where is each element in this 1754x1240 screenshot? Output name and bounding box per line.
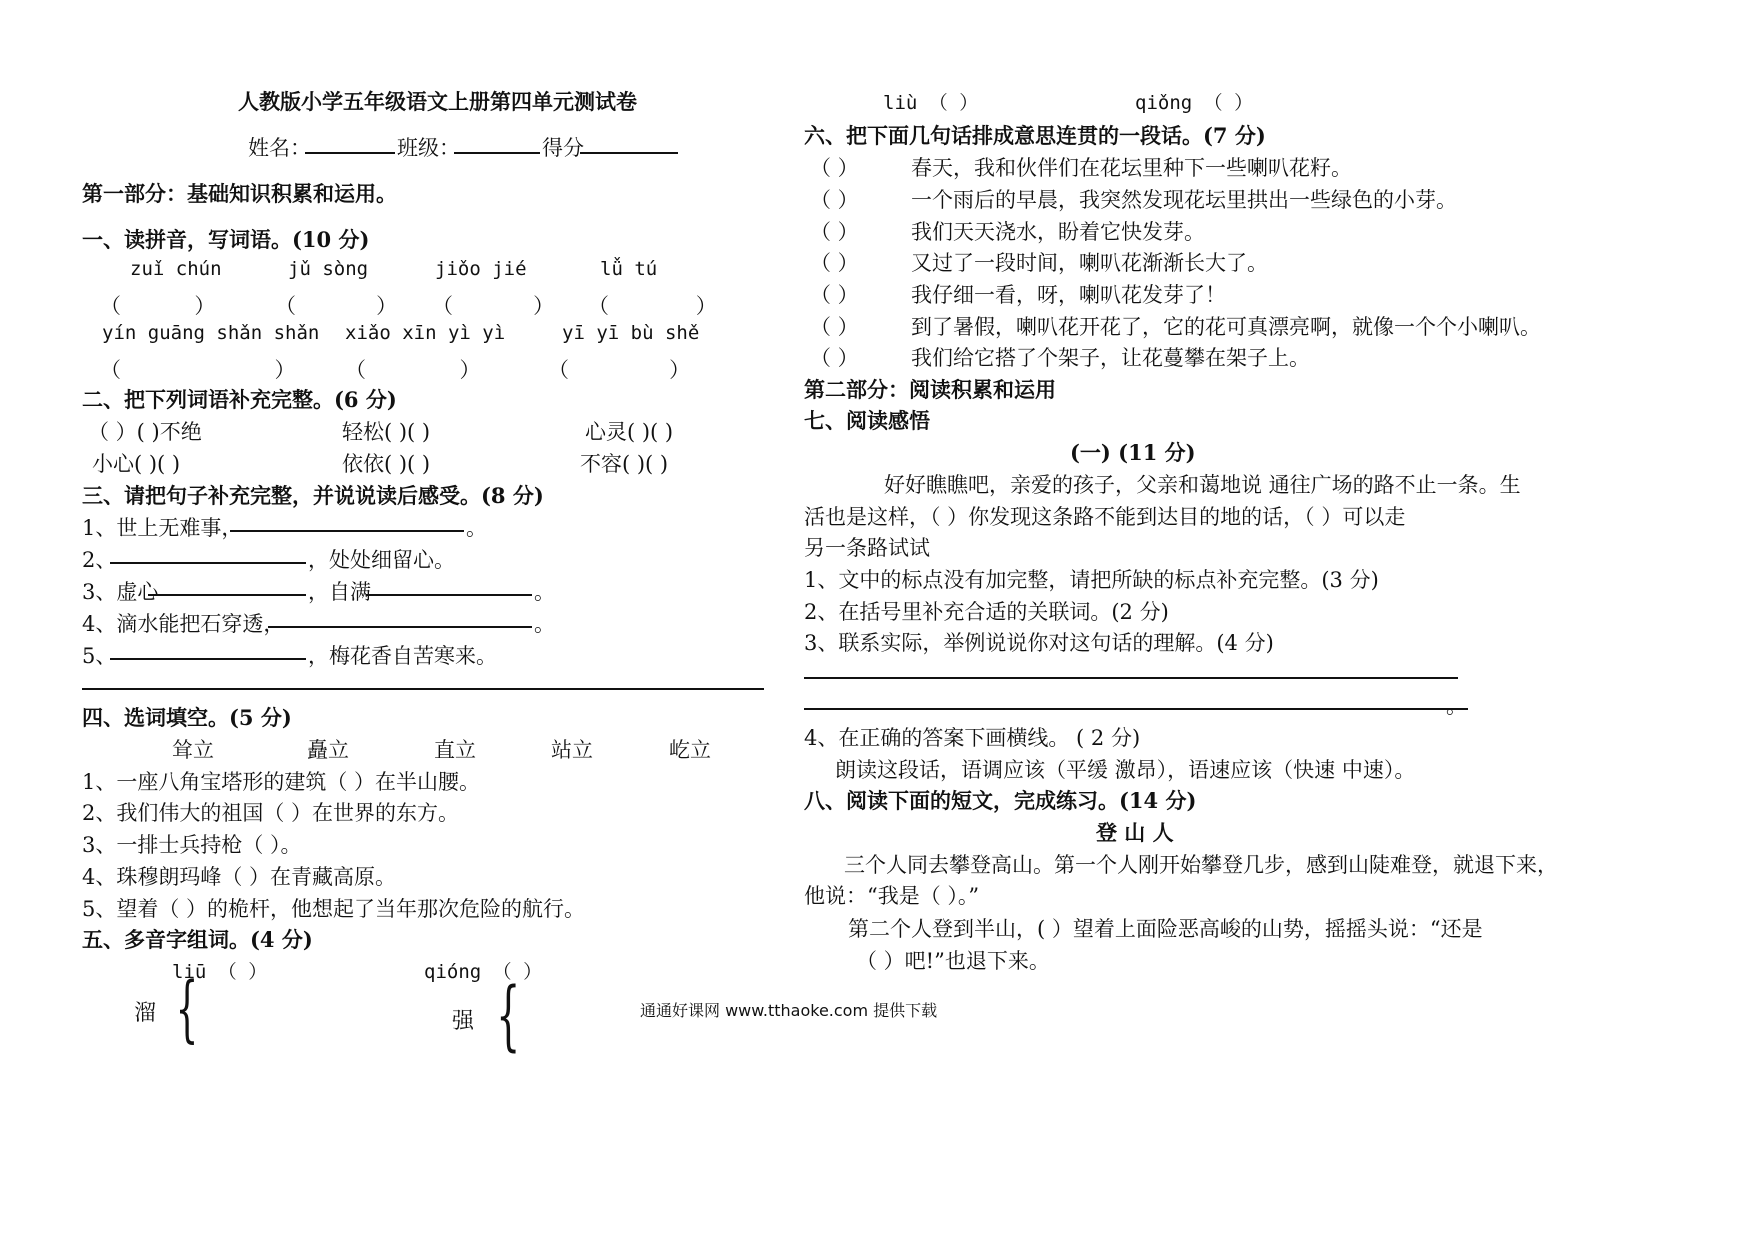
footer-credit: 通通好课网 www.tthaoke.com 提供下载 bbox=[640, 1001, 938, 1020]
pinyin-6: xiǎo xīn yì yì bbox=[345, 322, 506, 344]
q3-item-2-pre: 2、 bbox=[82, 548, 117, 572]
answer-line[interactable] bbox=[804, 708, 1468, 710]
blank-line[interactable] bbox=[230, 508, 464, 532]
blank-line[interactable] bbox=[268, 604, 532, 628]
order-bracket[interactable]: （ ） bbox=[810, 283, 859, 307]
q6-title: 六、把下面几句话排成意思连贯的一段话。(7 分) bbox=[804, 123, 1266, 148]
sentence-item: 又过了一段时间，喇叭花渐渐长大了。 bbox=[911, 251, 1268, 275]
blank-line[interactable] bbox=[148, 572, 306, 596]
q3-item-4-post: 。 bbox=[534, 612, 555, 636]
pinyin-5: yín guāng shǎn shǎn bbox=[102, 322, 320, 344]
q7-item-4: 4、在正确的答案下画横线。 ( 2 分) bbox=[804, 726, 1141, 750]
q4-item[interactable]: 3、一排士兵持枪（ ）。 bbox=[82, 833, 302, 857]
word-option: 矗立 bbox=[307, 738, 349, 762]
q3-item-1-pre: 1、世上无难事， bbox=[82, 516, 243, 540]
q1-title: 一、读拼音，写词语。(10 分) bbox=[82, 227, 370, 252]
name-field[interactable] bbox=[305, 130, 395, 154]
word-option: 直立 bbox=[434, 738, 476, 762]
q7-subtitle: (一) (11 分) bbox=[1070, 440, 1196, 465]
q7-item: 1、文中的标点没有加完整，请把所缺的标点补充完整。(3 分) bbox=[804, 568, 1379, 592]
name-label: 姓名： bbox=[248, 136, 311, 160]
page-title: 人教版小学五年级语文上册第四单元测试卷 bbox=[238, 89, 637, 114]
passage-line[interactable]: （ ）吧!”也退下来。 bbox=[856, 949, 1050, 973]
part1-heading: 第一部分：基础知识积累和运用。 bbox=[82, 181, 397, 206]
q3-item-2-post: ，处处细留心。 bbox=[308, 548, 455, 572]
answer-bracket[interactable]: （ ） bbox=[548, 358, 691, 382]
order-bracket[interactable]: （ ） bbox=[810, 188, 859, 212]
passage-line[interactable]: 活也是这样，（ ）你发现这条路不能到达目的地的话，（ ）可以走 bbox=[804, 505, 1406, 529]
q3-item-5-post: ，梅花香自苦寒来。 bbox=[308, 644, 497, 668]
answer-bracket[interactable]: （ ） bbox=[588, 294, 717, 318]
q3-item-3-post: 。 bbox=[534, 580, 555, 604]
pinyin-2: jǔ sòng bbox=[288, 258, 369, 280]
sentence-item: 我们给它搭了个架子，让花蔓攀在架子上。 bbox=[911, 346, 1310, 370]
q8-title: 八、阅读下面的短文，完成练习。(14 分) bbox=[804, 788, 1197, 813]
polyphone-entry[interactable]: liù （ ） bbox=[883, 92, 979, 114]
brace-icon: { bbox=[175, 966, 199, 1050]
q4-item[interactable]: 1、一座八角宝塔形的建筑（ ）在半山腰。 bbox=[82, 770, 481, 794]
score-label: 得分 bbox=[542, 136, 584, 160]
idiom-item[interactable]: 小心( )( ) bbox=[92, 452, 181, 476]
q7-title: 七、阅读感悟 bbox=[804, 408, 930, 433]
word-option: 耸立 bbox=[172, 738, 214, 762]
order-bracket[interactable]: （ ） bbox=[810, 251, 859, 275]
brace-icon: { bbox=[496, 970, 521, 1059]
sentence-item: 春天，我和伙伴们在花坛里种下一些喇叭花籽。 bbox=[911, 156, 1352, 180]
q4-title: 四、选词填空。(5 分) bbox=[82, 705, 292, 730]
part2-heading: 第二部分：阅读积累和运用 bbox=[804, 377, 1056, 402]
idiom-item[interactable]: 不容( )( ) bbox=[580, 452, 669, 476]
q7-item: 3、联系实际，举例说说你对这句话的理解。(4 分) bbox=[804, 631, 1274, 655]
word-option: 站立 bbox=[551, 738, 593, 762]
q7-item: 2、在括号里补充合适的关联词。(2 分) bbox=[804, 600, 1169, 624]
blank-line[interactable] bbox=[110, 636, 306, 660]
polyphone-entry[interactable]: qiǒng （ ） bbox=[1135, 92, 1254, 114]
passage-line[interactable]: 第二个人登到半山，( ）望着上面险恶高峻的山势，摇摇头说：“还是 bbox=[848, 917, 1483, 941]
pinyin-4: lǚ tú bbox=[600, 258, 658, 280]
q3-item-4-pre: 4、滴水能把石穿透， bbox=[82, 612, 285, 636]
idiom-item[interactable]: 依依( )( ) bbox=[342, 452, 431, 476]
answer-bracket[interactable]: （ ） bbox=[100, 358, 296, 382]
sentence-item: 我仔细一看，呀，喇叭花发芽了！ bbox=[911, 283, 1226, 307]
answer-line[interactable] bbox=[804, 677, 1458, 679]
answer-bracket[interactable]: （ ） bbox=[275, 294, 398, 318]
q4-item[interactable]: 2、我们伟大的祖国（ ）在世界的东方。 bbox=[82, 801, 460, 825]
end-period: 。 bbox=[1446, 694, 1467, 718]
divider bbox=[82, 688, 764, 690]
score-field[interactable] bbox=[580, 130, 678, 154]
idiom-item[interactable]: 心灵( )( ) bbox=[585, 420, 674, 444]
q3-title: 三、请把句子补充完整，并说说读后感受。(8 分) bbox=[82, 483, 544, 508]
q3-item-3-mid: ，自满 bbox=[308, 580, 371, 604]
q3-item-3-pre: 3、虚心 bbox=[82, 580, 159, 604]
answer-bracket[interactable]: （ ） bbox=[100, 294, 216, 318]
q7-item-4-choice[interactable]: 朗读这段话，语调应该（平缓 激昂），语速应该（快速 中速）。 bbox=[835, 758, 1416, 782]
passage-line: 好好瞧瞧吧，亲爱的孩子，父亲和蔼地说 通往广场的路不止一条。生 bbox=[884, 473, 1521, 497]
passage-heading: 登 山 人 bbox=[1096, 820, 1174, 845]
passage-line: 三个人同去攀登高山。第一个人刚开始攀登几步，感到山陡难登，就退下来， bbox=[844, 853, 1558, 877]
order-bracket[interactable]: （ ） bbox=[810, 315, 859, 339]
sentence-item: 我们天天浇水，盼着它快发芽。 bbox=[911, 220, 1205, 244]
q3-item-1-post: 。 bbox=[466, 516, 487, 540]
polyphone-entry[interactable]: liū （ ） bbox=[172, 961, 268, 983]
polyphone-char-1: 溜 bbox=[134, 1001, 157, 1026]
q4-item[interactable]: 4、珠穆朗玛峰（ ）在青藏高原。 bbox=[82, 865, 397, 889]
polyphone-entry[interactable]: qióng （ ） bbox=[424, 961, 543, 983]
answer-bracket[interactable]: （ ） bbox=[432, 294, 555, 318]
pinyin-7: yī yī bù shě bbox=[562, 322, 700, 344]
sentence-item: 一个雨后的早晨，我突然发现花坛里拱出一些绿色的小芽。 bbox=[911, 188, 1457, 212]
idiom-item[interactable]: （ ）( )不绝 bbox=[88, 420, 202, 444]
answer-bracket[interactable]: （ ） bbox=[345, 358, 481, 382]
passage-line: 另一条路试试 bbox=[804, 536, 930, 560]
class-label: 班级： bbox=[397, 136, 460, 160]
order-bracket[interactable]: （ ） bbox=[810, 346, 859, 370]
idiom-item[interactable]: 轻松( )( ) bbox=[342, 420, 431, 444]
order-bracket[interactable]: （ ） bbox=[810, 156, 859, 180]
blank-line[interactable] bbox=[366, 572, 532, 596]
pinyin-1: zuǐ chún bbox=[130, 258, 222, 280]
sentence-item: 到了暑假，喇叭花开花了，它的花可真漂亮啊，就像一个个小喇叭。 bbox=[911, 315, 1541, 339]
q5-title: 五、多音字组词。(4 分) bbox=[82, 927, 313, 952]
passage-line[interactable]: 他说：“我是（ ）。” bbox=[804, 884, 980, 908]
class-field[interactable] bbox=[454, 130, 540, 154]
polyphone-char-2: 强 bbox=[452, 1009, 475, 1034]
q3-item-5-pre: 5、 bbox=[82, 644, 117, 668]
order-bracket[interactable]: （ ） bbox=[810, 220, 859, 244]
pinyin-3: jiǒo jié bbox=[435, 258, 527, 280]
q4-item[interactable]: 5、望着（ ）的桅杆，他想起了当年那次危险的航行。 bbox=[82, 897, 586, 921]
q2-title: 二、把下列词语补充完整。(6 分) bbox=[82, 387, 397, 412]
blank-line[interactable] bbox=[110, 540, 306, 564]
word-option: 屹立 bbox=[669, 738, 711, 762]
